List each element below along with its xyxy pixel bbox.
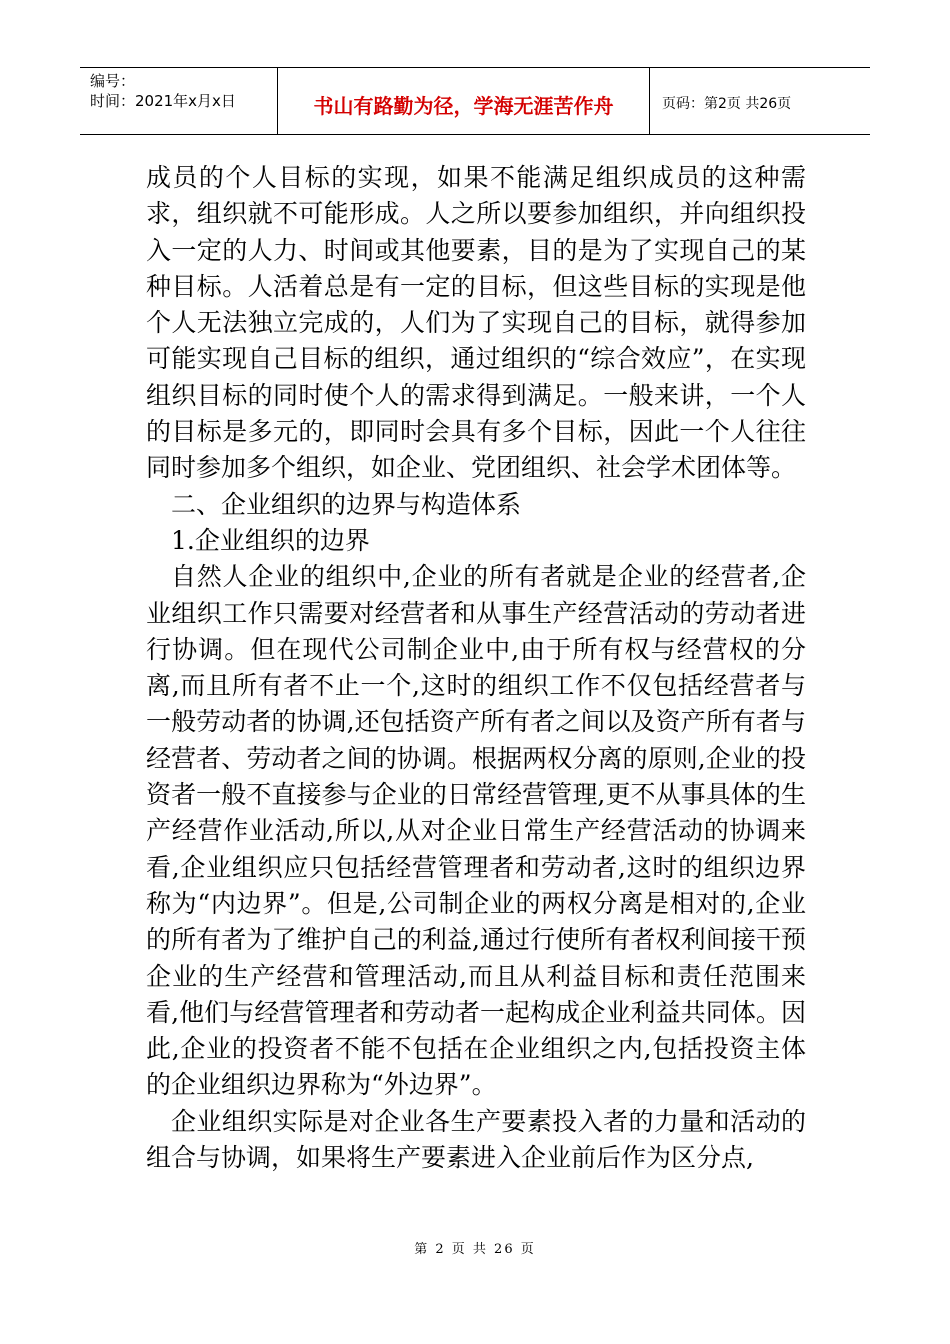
- header-meta: [80, 68, 278, 134]
- section-heading: 二、企业组织的边界与构造体系: [171, 489, 522, 519]
- paragraph-continuation: 成员的个人目标的实现，如果不能满足组织成员的这种需求，组织就不可能形成。人之所以要参加组织，并向组织投入一定的人力、时间或其他要素，目的是为了实现自己的某种目标。人活着总是有一定的目标，但这些目标的实现是他个人无法独立完成的，人们为了实现自己的目标，就得参加可能实现自己目标的组织，通过组织的“综合效应”，在实现组织目标的同时使个人的需求得到满足。一般来讲，一个人的目标是多元的，即同时会具有多个目标，因此一个人往往同时参加多个组织，如企业、党团组织、社会学术团体等。: [146, 163, 806, 483]
- subsection-heading: 1.企业组织的边界: [171, 525, 370, 555]
- document-body: [146, 160, 806, 1176]
- page-footer: 第 2 页 共 26 页: [414, 1242, 536, 1257]
- paragraph: 自然人企业的组织中,企业的所有者就是企业的经营者,企业组织工作只需要对经营者和从事生产经营活动的劳动者进行协调。但在现代公司制企业中,由于所有权与经营权的分离,而且所有者不止一个,这时的组织工作不仅包括经营者与一般劳动者的协调,还包括资产所有者之间以及资产所有者与经营者、劳动者之间的协调。根据两权分离的原则,企业的投资者一般不直接参与企业的日常经营管理,更不从事具体的生产经营作业活动,所以,从对企业日常生产经营活动的协调来看,企业组织应只包括经营管理者和劳动者,这时的组织边界称为“内边界”。但是,公司制企业的两权分离是相对的,企业的所有者为了维护自己的利益,通过行使所有者权利间接干预企业的生产经营和管理活动,而且从利益目标和责任范围来看,他们与经营管理者和劳动者一起构成企业利益共同体。因此,企业的投资者不能不包括在企业组织之内,包括投资主体的企业组织边界称为“外边界”。: [146, 562, 806, 1100]
- document-date: 时间：2021年x月x日: [90, 92, 236, 110]
- document-number-label: 编号：: [90, 72, 136, 90]
- header-page-info: 页码：第2页 共26页: [662, 96, 792, 112]
- paragraph: 企业组织实际是对企业各生产要素投入者的力量和活动的组合与协调，如果将生产要素进入企业前后作为区分点,: [146, 1106, 806, 1173]
- header-motto: 书山有路勤为径，学海无涯苦作舟: [278, 68, 650, 134]
- page-header: [80, 67, 870, 135]
